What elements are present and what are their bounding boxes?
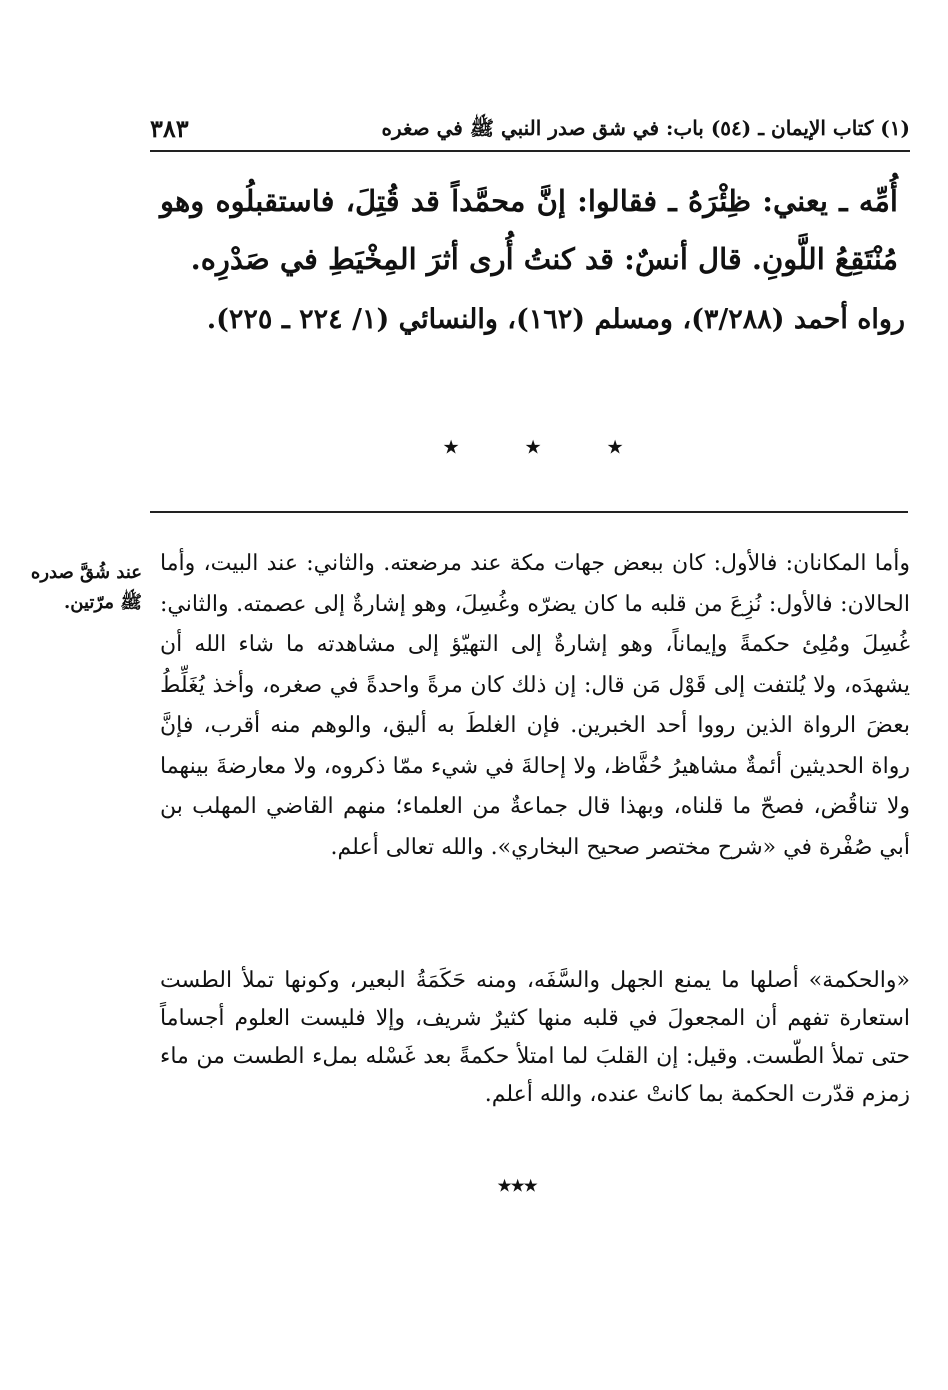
page-number: ٣٨٣ xyxy=(150,114,189,143)
commentary-section xyxy=(160,544,910,868)
hadith-text: أُمِّه ـ يعني: ظِئْرَهُ ـ فقالوا: إنَّ محمَّداً قد قُتِلَ، فاستقبلُوه وهو مُنْتَقِعُ اللَّونِ. قال أنسٌ: قد كنتُ أُرى أثرَ المِخْيَطِ في صَدْرِه. xyxy=(160,184,898,276)
running-title: (١) كتاب الإيمان ـ (٥٤) باب: في شق صدر النبي ﷺ في صغره xyxy=(381,116,910,140)
running-header xyxy=(150,108,910,148)
hikmah-section xyxy=(160,962,910,1114)
commentary-paragraph: وأما المكانان: فالأول: كان ببعض جهات مكة عند مرضعته. والثاني: عند البيت، وأما الحالان: فالأول: نُزِعَ من قلبه ما كان يضرّه وغُسِلَ، وهو إشارةٌ إلى عصمته. والثاني: غُسِلَ ومُلِئ حكمةً وإيماناً، وهو إشارةٌ إلى التهيّؤ إلى مشاهدته ما شاء الله أن يشهدَه، ولا يُلتفت إلى قَوْل مَن قال: إن ذلك كان مرةً واحدةً في صغره، وأخذ يُغَلِّطُ بعضَ الرواة الذين رووا أحد الخبرين. فإن الغلطَ به أليق، والوهم منه أقرب، فإنَّ رواة الحديثين أئمةٌ مشاهيرُ حُفَّاظ، ولا إحالةَ في شيء ممّا ذكروه، ولا معارضةَ بينهما ولا تناقُض، فصحّ ما قلناه، وبهذا قال جماعةٌ من العلماء؛ منهم القاضي المهلب بن أبي صُفْرة في «شرح مختصر صحيح البخاري». والله تعالى أعلم. xyxy=(160,551,910,860)
end-marker: ٭٭٭ xyxy=(498,1170,538,1199)
separator-star-1: ٭ xyxy=(444,432,459,462)
separator-star-3: ٭ xyxy=(608,432,623,462)
margin-note: عند شُقَّ صدره ﷺ مرّتين. xyxy=(30,562,142,613)
hadith-source-citation: رواه أحمد (٣/٢٨٨)، ومسلم (١٦٢)، والنسائي (١/ ٢٢٤ ـ ٢٢٥). xyxy=(206,304,905,335)
separator-star-2: ٭ xyxy=(526,432,541,462)
hikmah-paragraph: «والحكمة» أصلها ما يمنع الجهل والسَّفَه، ومنه حَكَمَةُ البعير، وكونها تملأ الطست استعارة تفهم أن المجعولَ في قلبه منها كثيرٌ شريف، وإلا فليست العلوم أجساماً حتى تملأ الطّست. وقيل: إن القلبَ لما امتلأ حكمةً بعد غَسْله بملء الطست من ماء زمزم قدّرت الحكمة بما كانتْ عنده، والله أعلم. xyxy=(160,968,910,1107)
header-divider xyxy=(150,150,910,152)
commentary-divider xyxy=(150,511,908,513)
